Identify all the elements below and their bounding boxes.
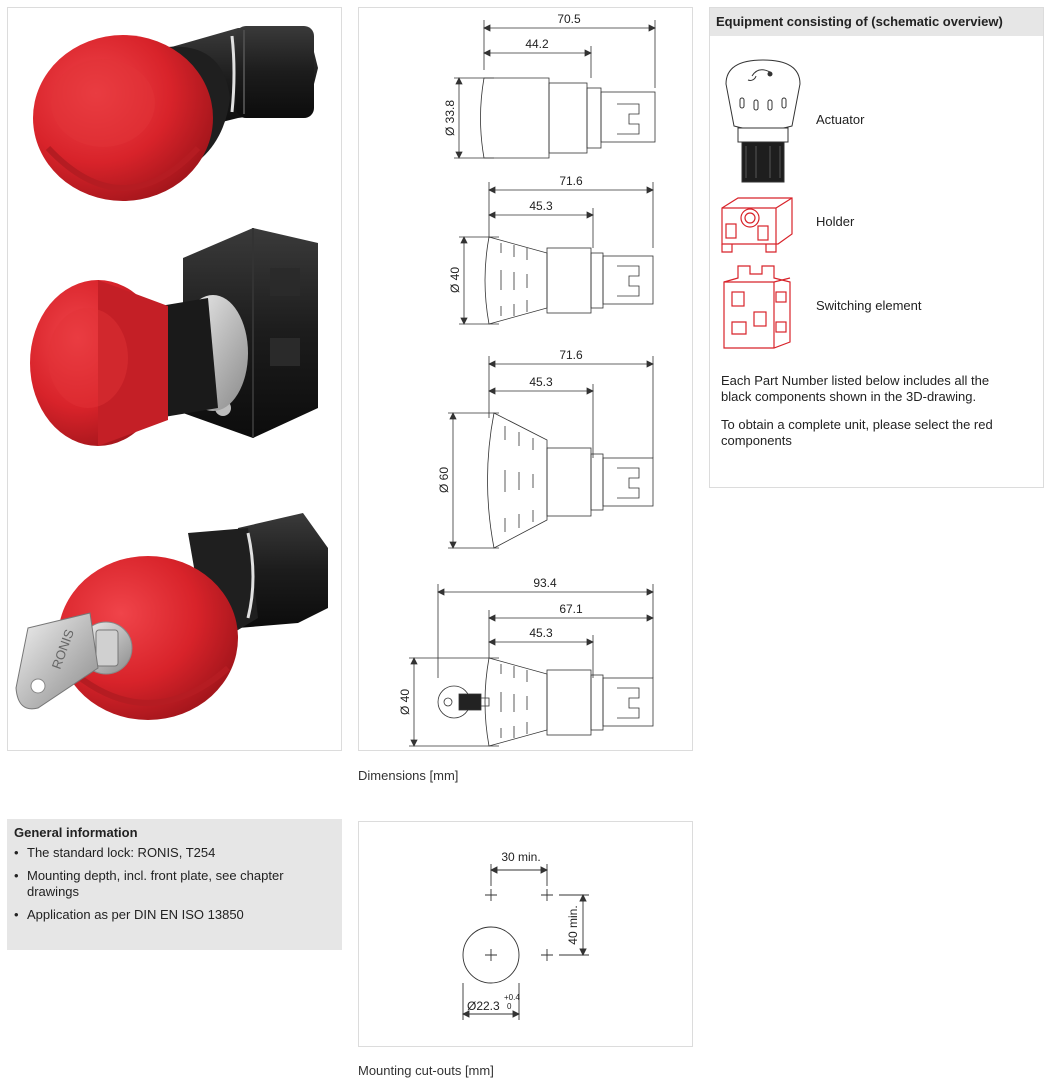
- switching-element-icon: [718, 262, 798, 352]
- dim4-overall-label: 93.4: [533, 576, 557, 590]
- dim4-body-label: 45.3: [529, 626, 553, 640]
- key-brand-text: RONIS: [48, 627, 77, 672]
- general-information-title: General information: [14, 825, 138, 840]
- spacing-x-label: 30 min.: [501, 850, 541, 864]
- actuator-icon: [718, 54, 808, 184]
- dim1-overall-label: 70.5: [557, 12, 581, 26]
- dim4-diameter-label: Ø 40: [398, 688, 412, 716]
- actuator-with-holder-3d-image: [30, 228, 318, 446]
- spacing-y-label: 40 min.: [566, 905, 580, 945]
- holder-icon: [718, 194, 798, 254]
- dimension-drawings: [359, 8, 694, 752]
- mounting-cutouts-caption: Mounting cut-outs [mm]: [358, 1063, 494, 1078]
- dim4-mid-label: 67.1: [559, 602, 583, 616]
- equipment-item-label: Actuator: [816, 112, 865, 127]
- equipment-panel: [709, 7, 1044, 488]
- list-item: • Mounting depth, incl. front plate, see chapter drawings: [14, 868, 335, 900]
- dimension-drawing-1: [443, 12, 655, 158]
- dim3-overall-label: 71.6: [559, 348, 583, 362]
- list-item: • Application as per DIN EN ISO 13850: [14, 907, 335, 923]
- hole-tolerance-lower: 0: [507, 1002, 512, 1011]
- general-information-list: [7, 845, 342, 923]
- hole-tolerance-upper: +0.4: [504, 993, 520, 1002]
- hole-diameter-label: Ø22.3: [467, 999, 500, 1013]
- general-information-box: [7, 819, 342, 950]
- equipment-title: Equipment consisting of (schematic overview): [710, 8, 1043, 36]
- dim3-diameter-label: Ø 60: [437, 466, 451, 494]
- equipment-note-red: To obtain a complete unit, please select the red components: [721, 417, 993, 448]
- equipment-item-label: Holder: [816, 214, 855, 229]
- list-item: • The standard lock: RONIS, T254: [14, 845, 335, 861]
- equipment-item-actuator: [710, 54, 1043, 184]
- actuator-3d-image: [33, 26, 318, 201]
- dimensions-caption: Dimensions [mm]: [358, 768, 459, 783]
- dimension-drawing-2: [448, 174, 653, 324]
- dim2-overall-label: 71.6: [559, 174, 583, 188]
- equipment-item-label: Switching element: [816, 298, 922, 313]
- mounting-cutouts-panel: [358, 821, 693, 1047]
- key-actuator-3d-image: [16, 513, 328, 720]
- dimension-drawing-4: [398, 576, 653, 746]
- product-3d-drawings: [8, 8, 343, 752]
- product-photo-panel: [7, 7, 342, 751]
- mounting-cutouts-drawing: [359, 822, 694, 1048]
- dim1-body-label: 44.2: [525, 37, 549, 51]
- equipment-note-black: Each Part Number listed below includes all the black components shown in the 3D-drawing.: [721, 373, 990, 404]
- dim2-diameter-label: Ø 40: [448, 266, 462, 294]
- dim3-body-label: 45.3: [529, 375, 553, 389]
- dimensions-panel: [358, 7, 693, 751]
- dimension-drawing-3: [437, 348, 653, 548]
- equipment-item-holder: [710, 194, 1043, 254]
- dim2-body-label: 45.3: [529, 199, 553, 213]
- dim1-diameter-label: Ø 33.8: [443, 99, 457, 137]
- equipment-item-switching-element: [710, 262, 1043, 352]
